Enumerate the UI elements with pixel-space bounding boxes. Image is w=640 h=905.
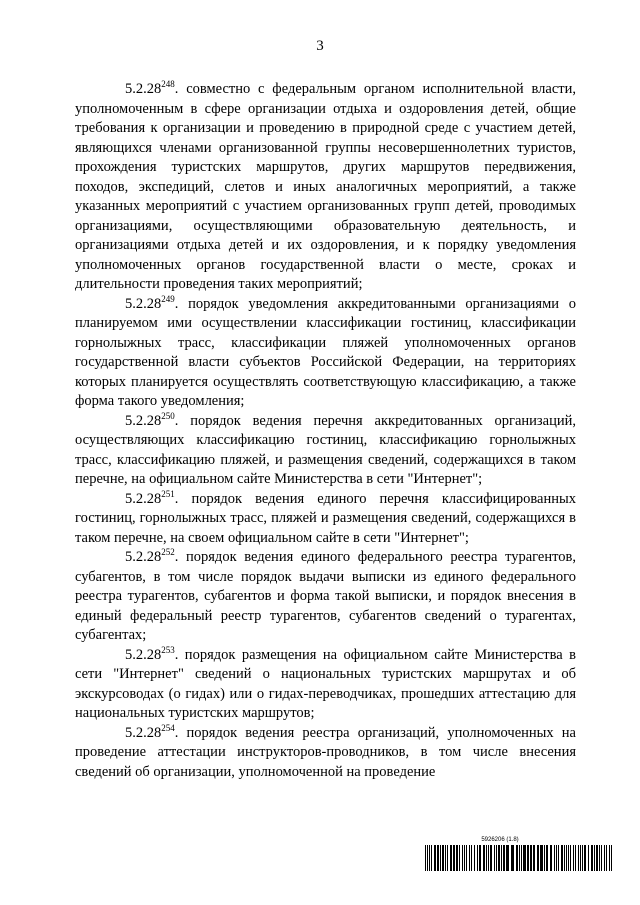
body-text bbox=[75, 80, 576, 782]
clause-superscript: 250 bbox=[161, 410, 175, 421]
barcode-label: 5926206 (1.8) bbox=[481, 837, 519, 843]
clause-superscript: 249 bbox=[161, 293, 175, 304]
clause-number: 5.2.28 bbox=[125, 295, 162, 312]
clause-text: . порядок ведения реестра организаций, уполномоченных на проведение аттестации инструкторов-проводников, в том числе внесения сведений об организации, уполномоченной на проведение bbox=[75, 724, 576, 780]
clause-number: 5.2.28 bbox=[125, 81, 162, 97]
clause-number: 5.2.28 bbox=[125, 412, 162, 429]
clause-text: . порядок ведения единого федерального реестра турагентов, субагентов, в том числе порядок выдачи выписки из единого федерального реестра турагентов, субагентов и форма такой выписки, и порядок внесения в единый федеральный реестр турагентов, субагентов сведений о турагентах, субагентах; bbox=[75, 549, 576, 643]
paragraph bbox=[75, 548, 576, 646]
paragraph bbox=[75, 490, 576, 549]
clause-text: . порядок ведения перечня аккредитованных организаций, осуществляющих классификацию гостиниц, классификацию горнолыжных трасс, классификацию пляжей, и размещения сведений, содержащихся в таком перечне, на официальном сайте Министерства в сети "Интернет"; bbox=[75, 412, 576, 487]
paragraph bbox=[75, 724, 576, 783]
paragraph bbox=[75, 412, 576, 490]
clause-superscript: 251 bbox=[161, 488, 175, 499]
paragraph bbox=[75, 646, 576, 724]
clause-number: 5.2.28 bbox=[125, 724, 162, 741]
clause-number: 5.2.28 bbox=[125, 646, 162, 663]
clause-text: . совместно с федеральным органом исполнительной власти, уполномоченным в сфере организации отдыха и оздоровления детей, общие требования к организации и проведению в природной среде с участием детей, являющихся членами организованной группы несовершеннолетних туристов, прохождения туристских маршрутов, других маршрутов передвижения, походов, экспедиций, слетов и иных аналогичных мероприятий, а также указанных мероприятий с участием организованных групп детей, проводимых организациями, осуществляющими образовательную деятельность, и организациями отдыха детей и их оздоровления, и к порядку уведомления уполномоченных органов государственной власти о месте, сроках и длительности проведения таких мероприятий; bbox=[75, 81, 576, 292]
paragraph bbox=[75, 295, 576, 412]
clause-superscript: 252 bbox=[161, 547, 175, 557]
barcode-image bbox=[425, 845, 615, 871]
clause-superscript: 248 bbox=[161, 79, 175, 89]
clause-superscript: 254 bbox=[161, 722, 175, 733]
clause-text: . порядок ведения единого перечня классифицированных гостиниц, горнолыжных трасс, пляжей и размещения сведений, содержащихся в таком перечне, на своем официальном сайте в сети "Интернет"; bbox=[75, 490, 576, 546]
paragraph bbox=[75, 80, 576, 295]
page-number: 3 bbox=[316, 38, 324, 54]
clause-number: 5.2.28 bbox=[125, 549, 162, 565]
clause-text: . порядок уведомления аккредитованными организациями о планируемом ими осуществлении классификации гостиниц, классификации горнолыжных трасс, классификации пляжей уполномоченных органов государственной власти субъектов Российской Федерации, на территориях которых планируется осуществлять соответствующую классификацию, а также форма такого уведомления; bbox=[75, 295, 576, 409]
clause-number: 5.2.28 bbox=[125, 490, 162, 507]
clause-superscript: 253 bbox=[161, 644, 175, 655]
clause-text: . порядок размещения на официальном сайте Министерства в сети "Интернет" сведений о национальных туристских маршрутах и об экскурсоводах (о гидах) или о гидах-переводчиках, прошедших аттестацию для национальных туристских маршрутов; bbox=[75, 646, 576, 721]
